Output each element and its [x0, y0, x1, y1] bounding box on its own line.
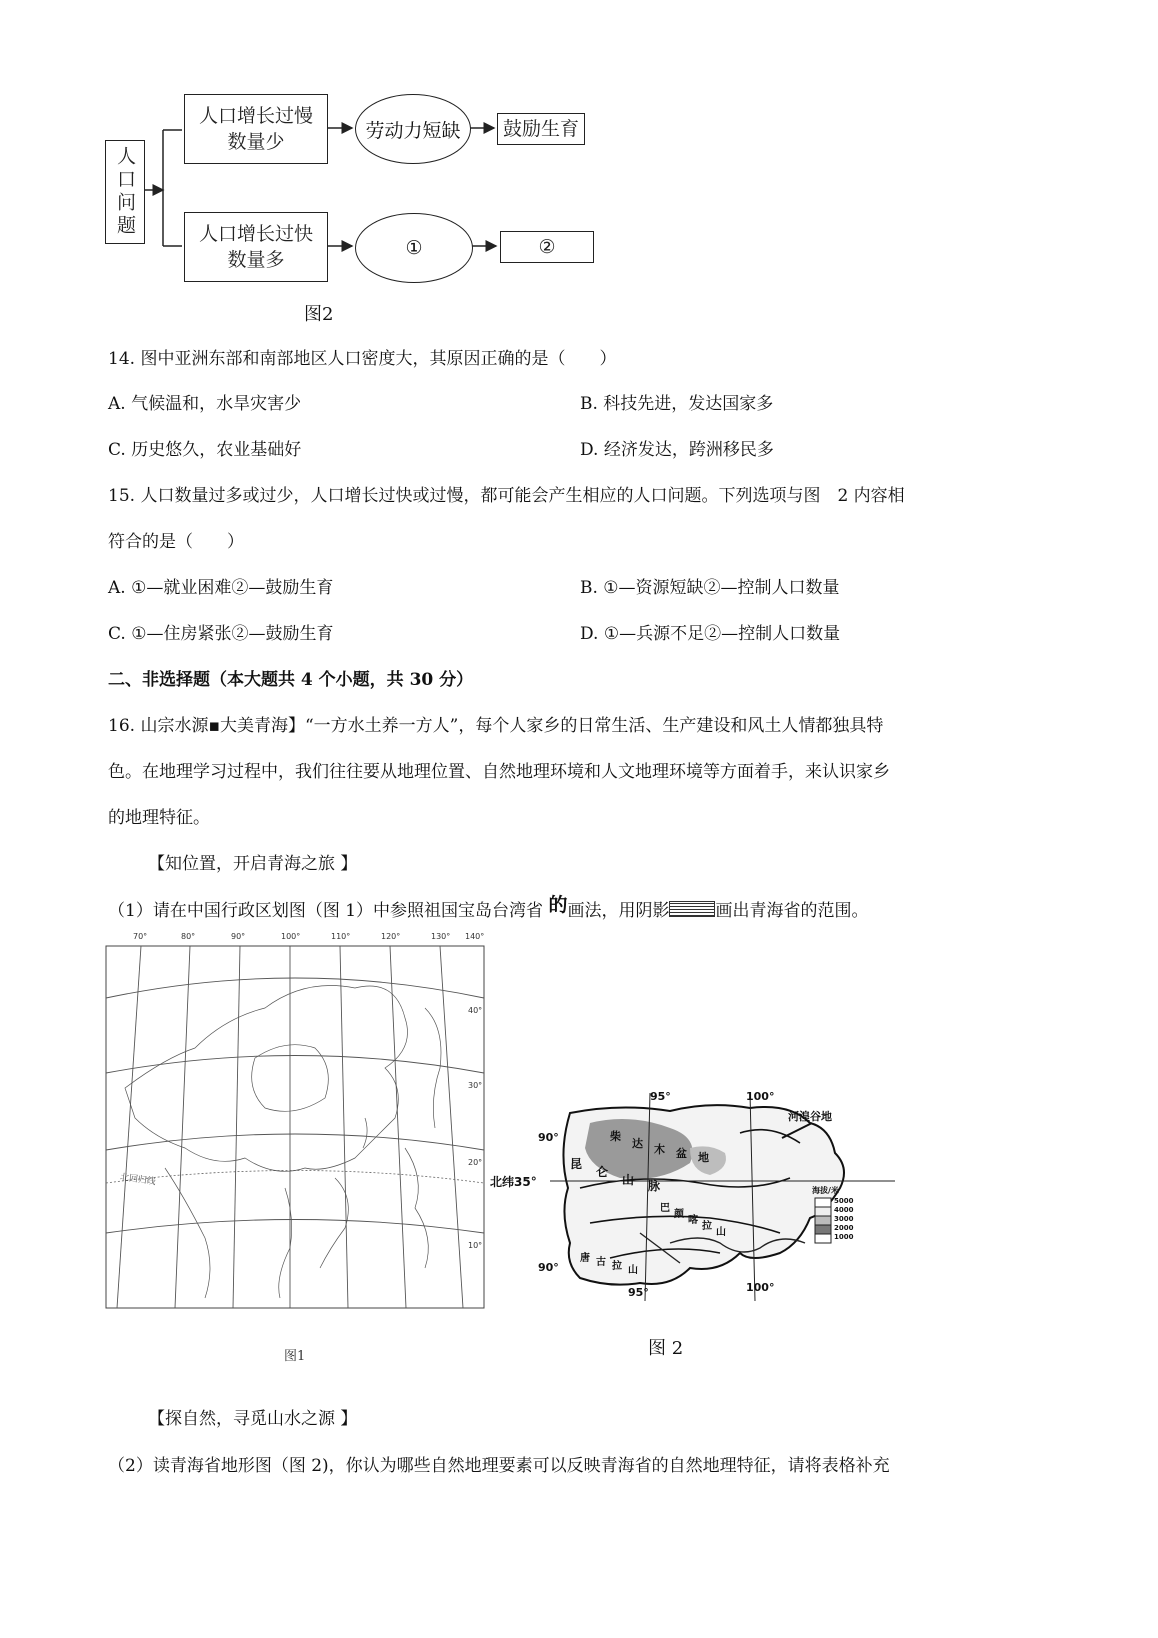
top-result-label: 鼓励生育 — [502, 118, 579, 140]
flowchart-top-box — [184, 94, 328, 164]
map2-lon-95-top: 95° — [650, 1090, 671, 1103]
q16-line3: 的地理特征。 — [108, 808, 210, 828]
q16-sub2-title: 【探自然，寻觅山水之源 】 — [148, 1409, 358, 1429]
flowchart-top-ellipse — [355, 94, 471, 164]
q15-option-d: D. ①—兵源不足②—控制人口数量 — [580, 624, 841, 644]
lat-label-20: 20° — [468, 1158, 483, 1167]
q15-stem-line2: 符合的是（ ） — [108, 532, 244, 552]
map2-label-ka: 喀 — [688, 1215, 698, 1226]
map2-label-da: 达 — [632, 1137, 643, 1150]
top-box-line1: 人口增长过慢 — [198, 105, 313, 127]
map2-label-mai: 脉 — [648, 1179, 661, 1193]
flowchart-bottom-box — [184, 212, 328, 282]
map2-label-lun: 仑 — [596, 1165, 609, 1179]
map2-label-la2: 拉 — [612, 1261, 622, 1272]
hatch-swatch-icon — [669, 901, 715, 917]
map2-label-gu: 古 — [596, 1257, 606, 1268]
map2-caption: 图 2 — [648, 1338, 684, 1359]
q14-option-a: A. 气候温和，水旱灾害少 — [108, 394, 302, 414]
map2-label-tang: 唐 — [580, 1253, 590, 1264]
map2-label-kun: 昆 — [570, 1157, 583, 1171]
flowchart-bottom-result — [500, 231, 594, 263]
map2-lon-100-top: 100° — [746, 1090, 775, 1103]
map2-lat-label: 北纬35° — [490, 1175, 537, 1189]
q14-option-d: D. 经济发达，跨洲移民多 — [580, 440, 774, 460]
flowchart-bottom-ellipse — [355, 213, 473, 283]
q14-option-b: B. 科技先进，发达国家多 — [580, 394, 774, 414]
map2-label-shan2: 山 — [716, 1227, 726, 1238]
bottom-box-line2: 数量多 — [227, 249, 285, 271]
lon-label-140: 140° — [465, 932, 485, 941]
bottom-ellipse-label: ① — [405, 237, 423, 259]
sub1-part2: 画法，用阴影 — [567, 901, 670, 921]
q16-line1: 16. 山宗水源▪大美青海】“一方水土养一方人”，每个人家乡的日常生活、生产建设和风土人情都独具特 — [108, 716, 884, 736]
map2-lon-90-bottom: 90° — [538, 1261, 559, 1274]
sub1-de: 的 — [548, 894, 568, 916]
map2-label-ba: 巴 — [660, 1203, 670, 1214]
lon-label-130: 130° — [431, 932, 451, 941]
map2-legend-2000: 2000 — [834, 1224, 854, 1232]
map1-caption: 图1 — [284, 1349, 306, 1364]
sub1-part1: （1）请在中国行政区划图（图 1）中参照祖国宝岛台湾省 — [108, 901, 549, 921]
map2-basin-label: 河湟谷地 — [788, 1110, 832, 1123]
map2-lon-100-bottom: 100° — [746, 1281, 775, 1294]
map2-lon-95-bottom: 95° — [628, 1286, 649, 1299]
map2-lon-90-left: 90° — [538, 1131, 559, 1144]
map2-label-shan: 山 — [622, 1173, 635, 1187]
q16-sub1-title: 【知位置，开启青海之旅 】 — [148, 854, 358, 874]
flowchart-caption: 图2 — [304, 304, 334, 325]
q15-option-a: A. ①—就业困难②—鼓励生育 — [108, 578, 334, 598]
q14-stem: 14. 图中亚洲东部和南部地区人口密度大，其原因正确的是（ ） — [108, 349, 617, 369]
lon-label-70: 70° — [133, 932, 148, 941]
flowchart-top-result — [497, 113, 585, 145]
map2-legend-3000: 3000 — [834, 1215, 854, 1223]
flowchart-left-box — [105, 140, 145, 244]
lon-label-80: 80° — [181, 932, 196, 941]
top-ellipse-label: 劳动力短缺 — [365, 119, 461, 142]
q16-sub1-question — [108, 895, 868, 922]
q16-line2: 色。在地理学习过程中，我们往往要从地理位置、自然地理环境和人文地理环境等方面着手，来认识家乡 — [108, 762, 890, 782]
map1-lon-labels — [105, 932, 487, 942]
map2-legend-title: 海拔/米 — [812, 1186, 839, 1195]
sub1-part3: 画出青海省的范围。 — [715, 901, 869, 921]
q15-option-c: C. ①—住房紧张②—鼓励生育 — [108, 624, 334, 644]
top-box-line2: 数量少 — [227, 131, 285, 153]
section2-heading: 二、非选择题（本大题共 4 个小题，共 30 分） — [108, 670, 474, 690]
map2-label-la: 拉 — [702, 1221, 712, 1232]
map1-tropic-label: 北回归线 — [119, 1172, 157, 1188]
map1-china-outline — [105, 938, 487, 1318]
map2-label-pen: 盆 — [676, 1147, 687, 1160]
map2-label-chai: 柴 — [610, 1130, 621, 1143]
map2-labels — [490, 1090, 895, 1301]
lat-label-30: 30° — [468, 1081, 483, 1090]
q15-stem-line1: 15. 人口数量过多或过少，人口增长过快或过慢，都可能会产生相应的人口问题。下列选项与图 2 内容相 — [108, 486, 905, 506]
bottom-box-line1: 人口增长过快 — [198, 223, 313, 245]
map2-legend-1000: 1000 — [834, 1233, 854, 1241]
lat-label-10: 10° — [468, 1241, 483, 1250]
lon-label-90: 90° — [231, 932, 246, 941]
map2-label-di: 地 — [698, 1151, 709, 1164]
left-box-label: 人口问题 — [114, 146, 136, 238]
map1-lat-labels — [466, 938, 486, 1318]
q15-option-b: B. ①—资源短缺②—控制人口数量 — [580, 578, 840, 598]
lon-label-110: 110° — [331, 932, 351, 941]
lat-label-40: 40° — [468, 1006, 483, 1015]
map2-label-shan3: 山 — [628, 1265, 638, 1276]
map2-legend-5000: 5000 — [834, 1197, 854, 1205]
q16-sub2-question: （2）读青海省地形图（图 2)，你认为哪些自然地理要素可以反映青海省的自然地理特征，请将表格补充 — [108, 1456, 890, 1476]
map2-legend-4000: 4000 — [834, 1206, 854, 1214]
q14-option-c: C. 历史悠久，农业基础好 — [108, 440, 302, 460]
map2-label-yan: 颜 — [674, 1209, 684, 1220]
bottom-result-label: ② — [538, 236, 556, 258]
lon-label-100: 100° — [281, 932, 301, 941]
lon-label-120: 120° — [381, 932, 401, 941]
map2-label-mu: 木 — [654, 1143, 665, 1156]
